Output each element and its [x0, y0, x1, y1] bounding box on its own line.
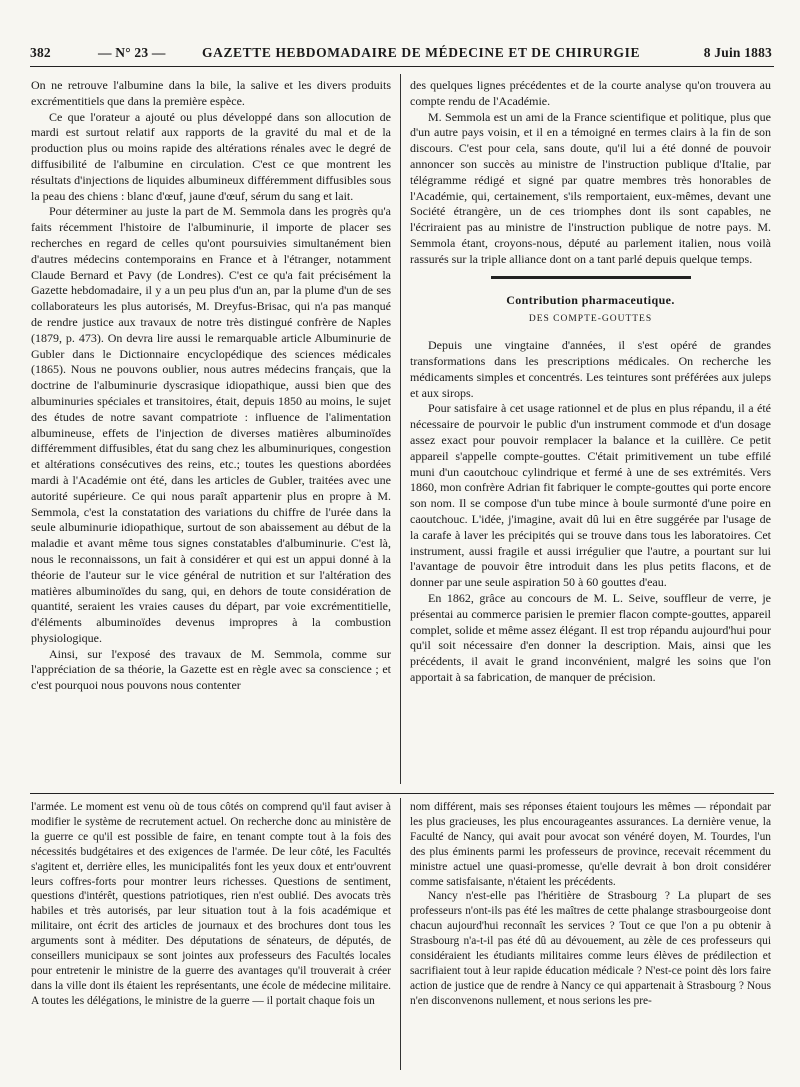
header-rule [30, 66, 774, 67]
paragraph: On ne retrouve l'albumine dans la bile, la salive et les divers produits excrémentitiels que dans la première espèce. [31, 78, 391, 108]
section-rule [491, 276, 691, 279]
column-divider [400, 798, 401, 1070]
section-divider-rule [30, 793, 774, 794]
issue-date: 8 Juin 1883 [703, 45, 772, 60]
section-subtitle: DES COMPTE-GOUTTES [528, 314, 653, 325]
bottom-left-column [31, 800, 391, 1068]
top-right-column [410, 78, 771, 782]
paragraph: Nancy n'est-elle pas l'héritière de Strasbourg ? La plupart de ses professeurs n'ont-ils pas été les maîtres de cette phalange strasbourgeoise dont chacun aujourd'hui reconnaît les services ? Tout ce que l'on a pu obtenir à Strasbourg n'a-t-il pas été dû au dévouement, au zèle de ces professeurs qui considéraient les étudiants militaires comme leurs élèves de prédilection et sacrifiaient tout à leur rapide éducation médicale ? N'est-ce point dès lors faire action de justice que de rendre à Nancy ce qui appartenait à Strasbourg ? Nous n'en disconvenons nullement, et nous serions les pre- [410, 890, 771, 1007]
paragraph: En 1862, grâce au concours de M. L. Seive, souffleur de verre, je présentai au commerce parisien le premier flacon compte-gouttes, appareil complet, solide et même assez élégant. Il est trop répandu aujourd'hui pour qu'il soit nécessaire d'en donner la description. Mais, ainsi que les précédents, il avait le grand inconvénient, malgré les soins que l'on apportait à sa fabrication, de manquer de précision. [410, 590, 771, 684]
paragraph: M. Semmola est un ami de la France scientifique et politique, plus que d'un autre pays voisin, et il en a témoigné en termes clairs à la fin de son discours. C'est pour cela, sans doute, qu'il lui a été donné de pouvoir annoncer son succès au ministre de l'instruction publique d'Italie, par télégramme rédigé et signé par quatre membres très honorables de l'Académie, qui, certainement, s'ils remportaient, eux-mêmes, devant une Société étrangère, un de ces triomphes dont ils sont capables, ne l'écriraient pas au ministre de l'instruction publique de notre pays. M. Semmola étant, croyons-nous, député au parlement italien, nous voilà rassurés sur la triple alliance dont on a tant parlé depuis quelque temps. [410, 109, 771, 266]
column-divider [400, 74, 401, 784]
paragraph: Depuis une vingtaine d'années, il s'est opéré de grandes transformations dans les prescriptions médicales. On recherche les médicaments simples et concentrés. Les teintures sont préférées aux juleps et aux sirops. [410, 338, 771, 400]
paragraph: Pour déterminer au juste la part de M. Semmola dans les progrès qu'a faits récemment l'histoire de l'albuminurie, il importe de placer ses recherches en regard de celles qu'ont poursuivies simultanément bien d'autres médecins contemporains en France et à l'étranger, notamment Claude Bernard et Pavy (de Londres). C'est ce qu'a fait précisément la Gazette hebdomadaire, il y a un peu plus d'un an, par la plume d'un de ses collaborateurs les plus autorisés, M. Dreyfus-Brisac, qui n'a pas manqué de rendre justice aux travaux de notre très distingué confrère de Naples (1879, p. 473). On devra lire aussi le remarquable article Albuminurie de Gubler dans le Dictionnaire encyclopédique des sciences médicales (1865). Nous ne pouvons oublier, nous autres médecins français, que la doctrine de l'albuminurie dyscrasique idiopathique, aussi bien que des albuminuries spéciales et transitoires, était, depuis 1850 au moins, le sujet des études de notre savant compatriote : influence de l'alimentation albumineuse, effets de l'injection de diverses matières albuminoïdes différemment diffusibles, état du sang chez les albuminuriques, congestion et altérations consécutives des reins, etc.; toutes les questions abordées mardi à l'Académie ont été, dans les articles de Gubler, traitées avec une autorité supérieure. Ce qui nous paraît appartenir plus en propre à M. Semmola, c'est la constatation des variations du chiffre de l'urée dans la seule albuminurie idiopathique, surtout de son abaissement au début de la maladie et avant même tous signes constatables d'albuminurie. C'est là, nous le reconnaissons, un fait à considérer et qui est un appui donné à la théorie de l'auteur sur le vice général de nutrition et sur l'altération des matières albuminoïdes du sang, qui, en dehors de toute considération de quantité, seraient les vraies causes du départ, par voie excrémentitielle, d'éléments albuminoïdes devenus impropres à la combustion physiologique. [31, 204, 391, 645]
journal-title: GAZETTE HEBDOMADAIRE DE MÉDECINE ET DE CHIRURGIE [202, 45, 641, 60]
bottom-right-column [410, 800, 771, 1068]
paragraph: nom différent, mais ses réponses étaient toujours les mêmes — répondait par les plus gracieuses, les plus encourageantes assurances. La dernière venue, la Faculté de Nancy, qui avait pour avocat son vénéré doyen, M. Tourdes, l'un des plus éminents parmi les professeurs de province, recevait récemment du ministre actuel une quasi-promesse, qu'elle devrait à bon droit considérer comme satisfaisante, n'étaient les précédents. [410, 801, 771, 888]
paragraph: des quelques lignes précédentes et de la courte analyse qu'on trouvera au compte rendu de l'Académie. [410, 78, 771, 108]
paragraph: Pour satisfaire à cet usage rationnel et de plus en plus répandu, il a été nécessaire de pourvoir le public d'un instrument commode et d'un dosage assez exact pour pouvoir remplacer la balance et la cuillère. Ce petit appareil s'appelle compte-gouttes. C'était primitivement un tube effilé muni d'un caoutchouc cylindrique et fermé à une de ses extrémités. Vers 1860, mon confrère Adrian fit fabriquer le compte-gouttes qui porte encore son nom. Il se compose d'un tube mince à boule surmonté d'une poire en caoutchouc. L'idée, j'imagine, avait dû lui en être suggérée par l'usage de la carafe à laver les précipités qui se trouve dans tous les laboratoires. Cet instrument, aussi fragile et aussi irrégulier que l'autre, a pourtant sur lui l'avantage de pouvoir être introduit dans les plus petits flacons, et de donner par une seule aspiration 50 à 60 gouttes d'eau. [410, 401, 771, 590]
issue-number: — N° 23 — [98, 45, 166, 60]
paragraph: l'armée. Le moment est venu où de tous côtés on comprend qu'il faut aviser à modifier le système de recrutement actuel. On recherche donc au ministère de la guerre ce qu'il est possible de faire, en tenant compte tout à la fois des nécessités budgétaires et des exigences de l'armée. De leur côté, les Facultés s'agitent et, derrière elles, les municipalités font les yeux doux et entr'ouvrent leurs coffres-forts pour montrer leurs richesses. Questions de sentiment, questions d'intérêt, questions patriotiques, rien n'est oublié. Des avocats très habiles et très autorisés, par leur situation tout à la fois académique et militaire, ont écrit des articles de journaux et des brochures dont tous les arguments sont à méditer. Des députations de sénateurs, de députés, de conseillers municipaux se sont jointes aux professeurs des Facultés locales pour entretenir le ministre de la guerre des avantages qu'il trouverait à créer dans la ville dont ils étaient les représentants, une école de médecine militaire. A toutes les délégations, le ministre de la guerre — il portait chaque fois un [31, 801, 391, 1007]
paragraph: Ce que l'orateur a ajouté ou plus développé dans son allocution de mardi est surtout relatif aux rapports de la gravité du mal et de la production plus ou moins rapide des altérations rénales avec le degré de diffusibilité de l'albumine en circulation. C'est ce que montrent les résultats d'injections de liquides albumineux différemment diffusibles sous la peau des chiens : blanc d'œuf, jaune d'œuf, sérum du sang et lait. [31, 109, 391, 203]
paragraph: Ainsi, sur l'exposé des travaux de M. Semmola, comme sur l'appréciation de sa théorie, la Gazette est en règle avec sa conscience ; et c'est pourquoi nous pouvons nous contenter [31, 646, 391, 693]
page-number: 382 [30, 45, 51, 60]
top-left-column [31, 78, 391, 782]
section-title: Contribution pharmaceutique. [506, 292, 675, 307]
